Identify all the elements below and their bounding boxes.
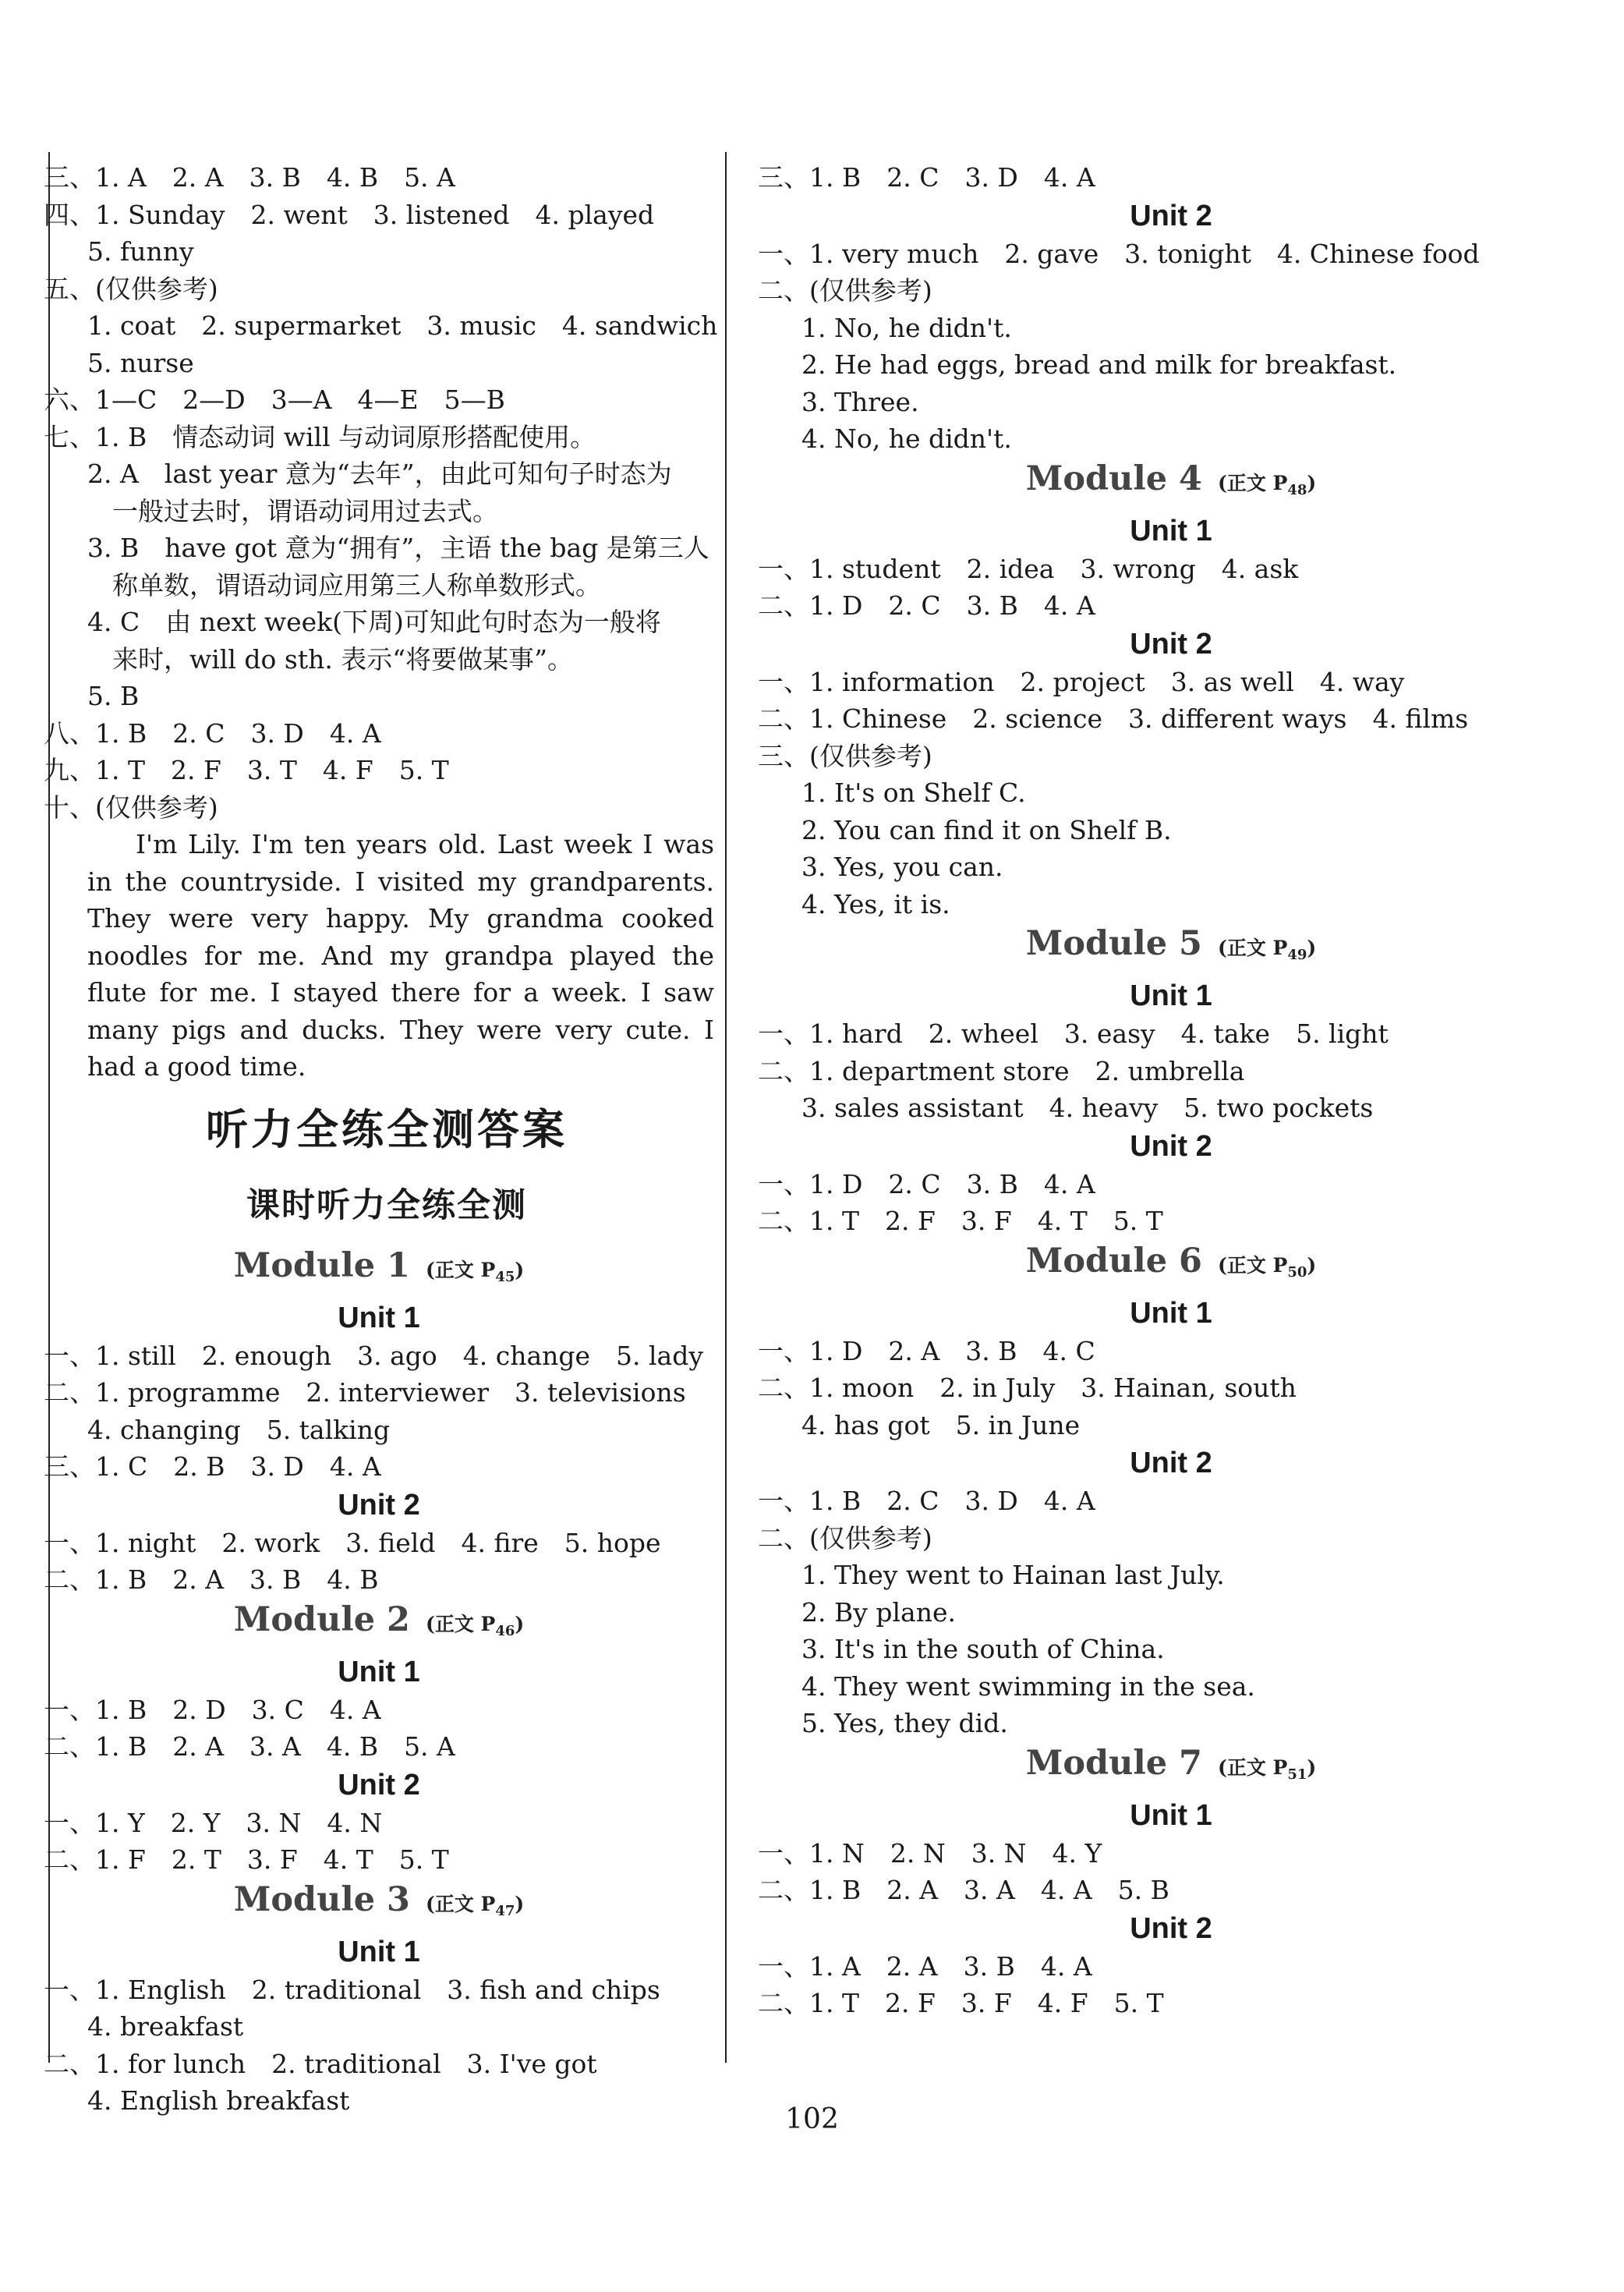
page-reference: (正文 $P_{48}$)	[1217, 471, 1317, 498]
module-title: Module 3	[233, 1879, 410, 1919]
answer-line: 1. It's on Shelf C.	[801, 778, 1026, 808]
answer-line: 五、(仅供参考)	[44, 273, 218, 304]
answer-line: 三、(仅供参考)	[758, 740, 932, 771]
answer-line: 四、1. Sunday 2. went 3. listened 4. played	[44, 199, 655, 230]
right-column	[758, 159, 1584, 2022]
module-heading	[758, 458, 1584, 512]
page-reference: (正文 $P_{49}$)	[1217, 937, 1317, 963]
module-heading	[44, 1879, 714, 1932]
unit-heading: Unit 1	[338, 1301, 420, 1334]
answer-line: 二、(仅供参考)	[758, 1522, 932, 1553]
sample-essay-text: I'm Lily. I'm ten years old. Last week I was in the countryside. I visited my grandparents. They were very happy. My grandma cooked noodles for me. And my grandpa played the flute for me. I stayed there for a week. I saw many pigs and ducks. They were very cute. I had a good time.	[87, 829, 714, 1082]
answer-line: 三、1. C 2. B 3. D 4. A	[44, 1451, 381, 1482]
page-reference: (正文 $P_{47}$)	[425, 1892, 525, 1919]
unit-heading: Unit 1	[1130, 980, 1212, 1012]
answer-line: 4. They went swimming in the sea.	[801, 1670, 1255, 1702]
answer-line: 一、1. hard 2. wheel 3. easy 4. take 5. light	[758, 1018, 1389, 1049]
answer-line: 二、(仅供参考)	[758, 275, 932, 306]
answer-line: 3. Yes, you can.	[801, 852, 1003, 882]
answer-line: 来时，will do sth. 表示“将要做某事”。	[112, 643, 574, 675]
unit-heading: Unit 1	[1130, 1798, 1212, 1832]
page-number: 102	[785, 2103, 839, 2135]
answer-line: 一、1. N 2. N 3. N 4. Y	[758, 1837, 1102, 1869]
unit-heading: Unit 1	[1130, 1296, 1212, 1330]
module-heading	[44, 1599, 714, 1653]
answer-line: 4. Yes, it is.	[801, 888, 950, 919]
answer-line: 一、1. B 2. C 3. D 4. A	[758, 1486, 1095, 1516]
unit-heading: Unit 1	[338, 1655, 420, 1688]
page-reference: (正文 $P_{50}$)	[1217, 1253, 1317, 1281]
left-column	[44, 159, 718, 2120]
answer-line: 二、1. for lunch 2. traditional 3. I've got	[44, 2048, 597, 2079]
answer-line: 4. breakfast	[87, 2011, 244, 2042]
page-reference: (正文 $P_{45}$)	[425, 1258, 525, 1285]
module-heading	[758, 1240, 1584, 1294]
module-title: Module 5	[1025, 924, 1202, 963]
answer-line: 七、1. B 情态动词 will 与动词原形搭配使用。	[44, 421, 596, 452]
unit-heading: Unit 2	[1130, 627, 1212, 661]
answer-line: 3. sales assistant 4. heavy 5. two pockets	[801, 1093, 1374, 1123]
answer-line: 一、1. information 2. project 3. as well 4. way	[758, 666, 1405, 697]
answer-line: 一、1. very much 2. gave 3. tonight 4. Chinese food	[758, 238, 1480, 269]
unit-heading: Unit 2	[338, 1768, 420, 1801]
answer-line: 一、1. night 2. work 3. field 4. fire 5. hope	[44, 1527, 661, 1558]
answer-line: 二、1. T 2. F 3. F 4. T 5. T	[758, 1206, 1163, 1236]
unit-heading: Unit 1	[338, 1935, 420, 1968]
answer-line: 二、1. programme 2. interviewer 3. televisions	[44, 1377, 686, 1408]
answer-line: 六、1—C 2—D 3—A 4—E 5—B	[44, 384, 505, 415]
answer-line: 1. No, he didn't.	[801, 312, 1012, 343]
answer-line: 八、1. B 2. C 3. D 4. A	[44, 717, 381, 749]
answer-line: 一、1. B 2. D 3. C 4. A	[44, 1694, 381, 1725]
answer-line: 二、1. F 2. T 3. F 4. T 5. T	[44, 1844, 449, 1875]
section-title: 听力全练全测答案	[206, 1104, 568, 1154]
answer-line: 三、1. A 2. A 3. B 4. B 5. A	[44, 162, 455, 193]
answer-line: 一、1. still 2. enough 3. ago 4. change 5. lady	[44, 1340, 703, 1371]
page-reference: (正文 $P_{46}$)	[425, 1612, 525, 1639]
answer-line: 一、1. D 2. C 3. B 4. A	[758, 1168, 1095, 1199]
answer-line: 2. By plane.	[801, 1596, 956, 1628]
answer-line: 4. changing 5. talking	[87, 1414, 391, 1445]
answer-line: 一、1. Y 2. Y 3. N 4. N	[44, 1807, 383, 1838]
unit-heading: Unit 2	[1130, 1129, 1212, 1163]
answer-line: 二、1. B 2. A 3. A 4. B 5. A	[44, 1731, 455, 1762]
page-reference: (正文 $P_{51}$)	[1217, 1755, 1317, 1783]
answer-line: 十、(仅供参考)	[44, 792, 218, 823]
answer-line: 一般过去时，谓语动词用过去式。	[112, 495, 498, 526]
answer-line: 二、1. B 2. A 3. B 4. B	[44, 1564, 379, 1595]
unit-heading: Unit 1	[1130, 514, 1212, 547]
answer-line: 二、1. moon 2. in July 3. Hainan, south	[758, 1373, 1297, 1403]
answer-line: 5. B	[87, 681, 140, 711]
module-title: Module 7	[1025, 1743, 1202, 1783]
answer-line: 二、1. D 2. C 3. B 4. A	[758, 590, 1095, 621]
answer-line: 5. Yes, they did.	[801, 1708, 1008, 1738]
answer-line: 5. funny	[87, 236, 194, 267]
unit-heading: Unit 2	[1130, 199, 1212, 232]
module-heading	[758, 1742, 1584, 1796]
sample-essay	[44, 826, 714, 1086]
answer-line: 二、1. T 2. F 3. F 4. F 5. T	[758, 1988, 1164, 2018]
answer-line: 2. A last year 意为“去年”，由此可知句子时态为	[87, 459, 672, 489]
unit-heading: Unit 2	[1130, 1911, 1212, 1945]
answer-line: 3. B have got 意为“拥有”，主语 the bag 是第三人	[87, 533, 709, 563]
answer-line: 一、1. student 2. idea 3. wrong 4. ask	[758, 553, 1299, 584]
answer-line: 一、1. D 2. A 3. B 4. C	[758, 1335, 1095, 1366]
answer-line: 3. Three.	[801, 386, 919, 417]
answer-line: 2. He had eggs, bread and milk for breakfast.	[801, 349, 1397, 380]
answer-line: 一、1. English 2. traditional 3. fish and chips	[44, 1974, 660, 2005]
module-heading	[758, 923, 1584, 976]
answer-line: 4. C 由 next week(下周)可知此句时态为一般将	[87, 607, 661, 637]
column-divider	[725, 152, 727, 2063]
answer-line: 三、1. B 2. C 3. D 4. A	[758, 162, 1095, 193]
unit-heading: Unit 2	[1130, 1447, 1212, 1479]
answer-line: 4. No, he didn't.	[801, 423, 1012, 454]
answer-line: 4. has got 5. in June	[801, 1409, 1081, 1440]
module-title: Module 4	[1025, 459, 1202, 498]
answer-line: 1. They went to Hainan last July.	[801, 1560, 1225, 1590]
answer-line: 二、1. B 2. A 3. A 4. A 5. B	[758, 1875, 1169, 1905]
answer-line: 一、1. A 2. A 3. B 4. A	[758, 1950, 1092, 1982]
unit-heading: Unit 2	[338, 1488, 420, 1522]
answer-line: 九、1. T 2. F 3. T 4. F 5. T	[44, 755, 449, 785]
answer-line: 2. You can find it on Shelf B.	[801, 814, 1172, 845]
answer-line: 二、1. Chinese 2. science 3. different ways 4. films	[758, 703, 1469, 734]
answer-line: 1. coat 2. supermarket 3. music 4. sandwich	[87, 310, 718, 341]
module-heading	[44, 1245, 714, 1298]
answer-line: 4. English breakfast	[87, 2085, 350, 2116]
answer-line: 称单数，谓语动词应用第三人称单数形式。	[112, 569, 601, 600]
answer-line: 二、1. department store 2. umbrella	[758, 1055, 1245, 1086]
module-title: Module 1	[233, 1245, 410, 1285]
section-subtitle: 课时听力全练全测	[246, 1185, 527, 1225]
module-title: Module 6	[1025, 1241, 1202, 1281]
answer-line: 3. It's in the south of China.	[801, 1634, 1165, 1664]
module-title: Module 2	[233, 1599, 410, 1639]
answer-line: 5. nurse	[87, 347, 194, 378]
